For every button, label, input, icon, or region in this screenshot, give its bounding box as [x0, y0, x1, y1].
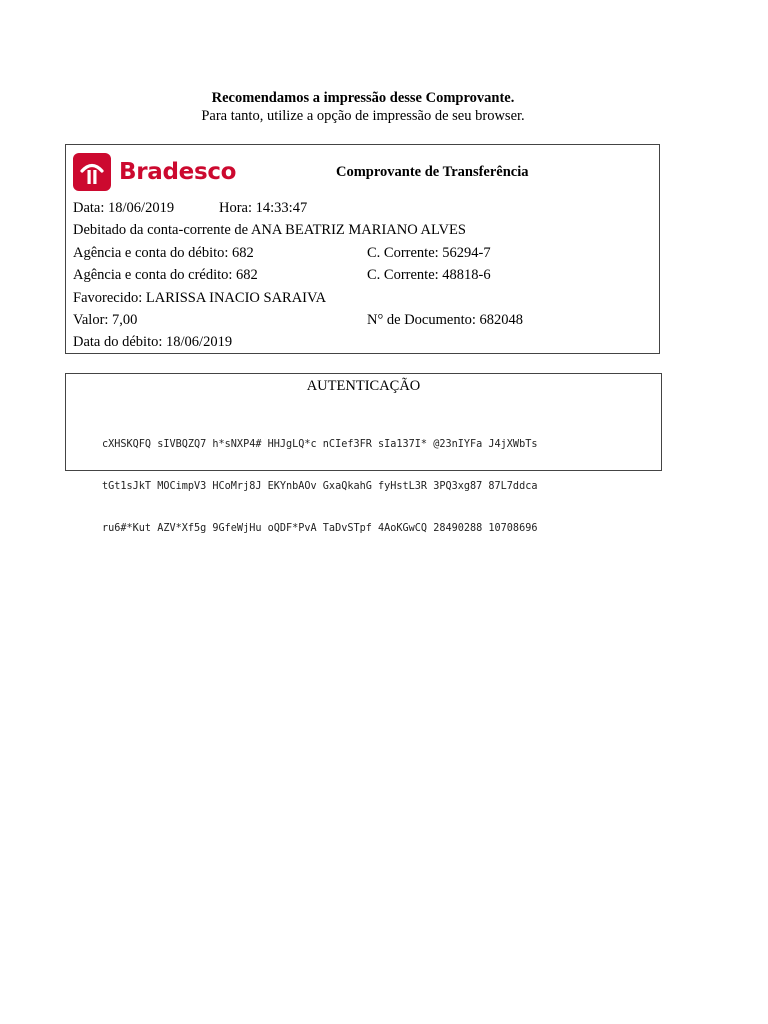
- print-recommendation-subtitle: Para tanto, utilize a opção de impressão de seu browser.: [201, 108, 525, 124]
- receipt-title: Comprovante de Transferência: [336, 164, 529, 180]
- debit-date: Data do débito: 18/06/2019: [73, 334, 233, 350]
- authentication-line: tGt1sJkT MOCimpV3 HCoMrj8J EKYnbAOv GxaQkahG fyHstL3R 3PQ3xg87 87L7ddca: [102, 481, 538, 492]
- receipt-date: Data: 18/06/2019: [73, 200, 175, 216]
- bradesco-logo: [73, 153, 236, 191]
- authentication-line: ru6#*Kut AZV*Xf5g 9GfeWjHu oQDF*PvA TaDvSTpf 4AoKGwCQ 28490288 10708696: [102, 523, 538, 534]
- debit-checking-account: C. Corrente: 56294-7: [367, 245, 491, 261]
- authentication-title: AUTENTICAÇÃO: [306, 378, 421, 394]
- credit-checking-account: C. Corrente: 48818-6: [367, 267, 491, 283]
- authentication-line: cXHSKQFQ sIVBQZQ7 h*sNXP4# HHJgLQ*c nCIef3FR sIa137I* @23nIYFa J4jXWbTs: [102, 439, 538, 450]
- print-recommendation: [0, 89, 726, 125]
- authentication-box: [65, 373, 662, 534]
- print-recommendation-title: Recomendamos a impressão desse Comprovante.: [211, 90, 515, 106]
- document-number: N° de Documento: 682048: [367, 312, 524, 328]
- authentication-codes: [102, 410, 537, 564]
- debit-agency-account: Agência e conta do débito: 682: [73, 245, 254, 261]
- beneficiary: Favorecido: LARISSA INACIO SARAIVA: [73, 290, 327, 306]
- credit-agency-account: Agência e conta do crédito: 682: [73, 267, 258, 283]
- debited-account-holder: Debitado da conta-corrente de ANA BEATRIZ MARIANO ALVES: [73, 222, 466, 238]
- transfer-receipt: [65, 144, 660, 354]
- bradesco-logo-text: Bradesco: [119, 159, 237, 185]
- bradesco-tree-icon: [73, 153, 111, 191]
- receipt-time: Hora: 14:33:47: [219, 200, 308, 216]
- transfer-value: Valor: 7,00: [73, 312, 138, 328]
